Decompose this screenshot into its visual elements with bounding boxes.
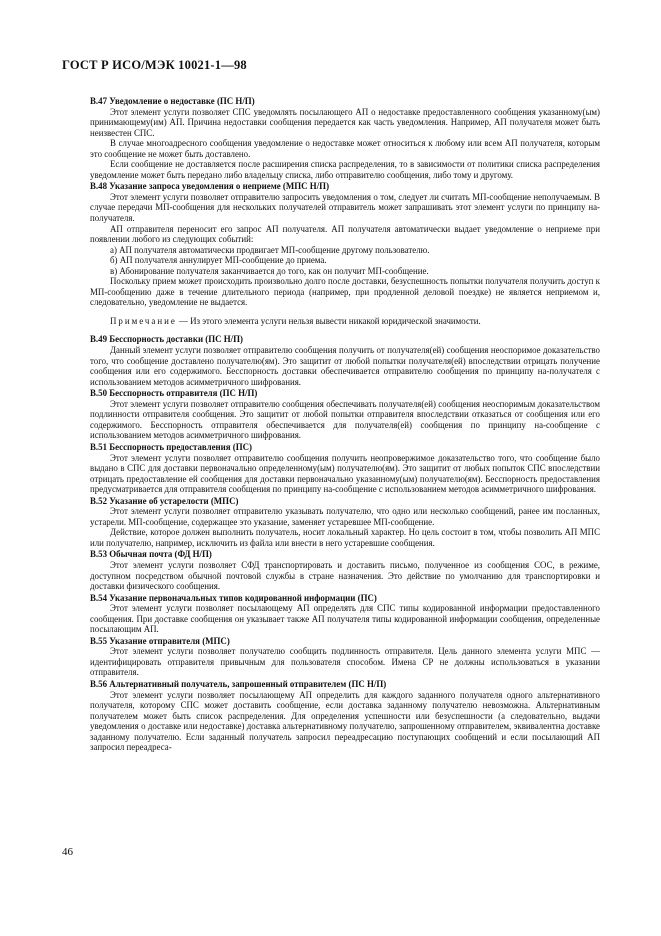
paragraph: Этот элемент услуги позволяет отправителю запросить уведомления о том, следует ли считать МП-сообщение неполучаемым. В случае передачи МП-сообщения для нескольких получателей отправитель может запрашивать этот элемент услуги по принципу на-получателя. [90,191,600,224]
paragraph: Если сообщение не доставляется после расширения списка распределения, то в зависимости от политики списка распределения уведомление может быть передано либо владельцу списка, либо отправителю сообщения, либо тому и другому. [90,159,600,180]
section-b50 [90,388,600,441]
paragraph: Данный элемент услуги позволяет отправителю сообщения получить от получателя(ей) сообщения неоспоримое доказательство того, что сообщение доставлено получателю(ям). Это защитит от любой попытки получателя(ей) впоследствии отрицать получение сообщения или его содержимого. Бесспорность доставки обеспечивается отправителю сообщения по принципу на-получателя с использованием методов асимметричного шифрования. [90,345,600,387]
note [90,316,600,327]
note-text: — Из этого элемента услуги нельзя вывести никакой юридической значимости. [176,315,481,326]
section-heading: В.54 Указание первоначальных типов кодированной информации (ПС) [90,592,377,603]
section-heading: В.48 Указание запроса уведомления о неприеме (МПС Н/П) [90,181,330,192]
section-b55 [90,636,600,678]
section-heading: В.51 Бесспорность предоставления (ПС) [90,441,252,452]
paragraph: Этот элемент услуги позволяет посылающему АП определять для СПС типы кодированной информации предоставленного сообщения. При доставке сообщения он указывает также АП получателя типы кодированной информации сообщения, определенные посылающим АП. [90,603,600,635]
paragraph: В случае многоадресного сообщения уведомление о недоставке может относиться к любому или всем АП получателя, которым это сообщение не может быть доставлено. [90,138,600,159]
page-number: 46 [62,846,73,858]
section-heading: В.47 Уведомление о недоставке (ПС Н/П) [90,96,255,106]
paragraph: Этот элемент услуги позволяет отправителю сообщения обеспечивать получателя(ей) сообщения неоспоримым доказательством подлинности отправителя сообщения. Это защитит от любой попытки отправителя впоследствии отказаться от сообщения или его содержимого. Бесспорность отправителя обеспечивается для получателя(ей) сообщения по принципу на-сообщение с использованием методов асимметричного шифрования. [90,398,600,441]
paragraph: Действие, которое должен выполнить получатель, носит локальный характер. Но цель состоит в том, чтобы позволить АП МПС или получателю, например, исключить из файла или внести в него устаревшие сообщения. [90,527,600,548]
section-heading: В.49 Бесспорность доставки (ПС Н/П) [90,334,243,345]
section-b52 [90,496,600,549]
section-b56 [90,679,600,753]
section-b47 [90,96,600,180]
paragraph: Этот элемент услуги позволяет отправителю сообщения получить неопровержимое доказательство того, что сообщение было выдано в СПС для доставки первоначально определенному(ым) получателю(ям). Это защитит от любых попыток СПС впоследствии отрицать предоставление ей сообщения для доставки первоначально указанному(ым) получателю(ям). Бесспорность предоставления предусматривается для отправителя сообщения по принципу на-сообщение с использованием методов асимметричного шифрования. [90,452,600,495]
paragraph: Этот элемент услуги позволяет СПС уведомлять посылающего АП о недоставке предоставленного сообщения указанному(ым) принимающему(им) АП. Причина недоставки сообщения передается как часть уведомления. Например, АП получателя может быть неизвестен СПС. [90,106,600,138]
paragraph: Этот элемент услуги позволяет СФД транспортировать и доставить письмо, полученное из сообщения СОС, в режиме, доступном посредством обычной почтовой службы в стране назначения. Это действие по умолчанию для транспортировки и доставки физического сообщения. [90,559,600,592]
paragraph: Этот элемент услуги позволяет получателю сообщить подлинность отправителя. Цель данного элемента услуги МПС — идентифицировать отправителя привычным для пользователя способом. Имена СР не должны использоваться в указании отправителя. [90,646,600,678]
document-body [90,95,600,753]
section-b53 [90,549,600,591]
paragraph: Поскольку прием может происходить произвольно долго после доставки, безуспешность попытки получателя получить доступ к МП-сообщению даже в течение длительного периода (например, при продленной деловой поездке) не является неприемом и, следовательно, уведомление не выдается. [90,276,600,308]
list-item: б) АП получателя аннулирует МП-сообщение до приема. [110,255,327,266]
note-label: Примечание [110,315,177,326]
section-heading: В.53 Обычная почта (ФД Н/П) [90,549,212,560]
document-header: ГОСТ Р ИСО/МЭК 10021-1—98 [62,58,247,72]
section-heading: В.56 Альтернативный получатель, запрошенный отправителем (ПС Н/П) [90,678,387,689]
section-heading: В.52 Указание об устарелости (МПС) [90,495,239,506]
section-b54 [90,593,600,635]
paragraph: Этот элемент услуги позволяет посылающему АП определить для каждого заданного получателя одного альтернативного получателя, которому СПС может доставить сообщение, если доставка заданному получателю невозможна. Альтернативным получателем может быть список распределения. Для определения успешности или безуспешности (а следовательно, выдачи уведомления о доставке или недоставке) доставка альтернативному получателю, запрошенному отправителем, эквивалентна доставке заданному получателю. Если заданный получатель запросил переадресацию поступающих сообщений и если посылающий АП запросил переадреса- [90,689,600,753]
paragraph: АП отправителя переносит его запрос АП получателя. АП получателя автоматически выдает уведомление о неприеме при появлении любого из следующих событий: [90,223,600,245]
section-b49 [90,334,600,387]
section-b51 [90,442,600,495]
section-b48 [90,181,600,326]
section-heading: В.50 Бесспорность отправителя (ПС Н/П) [90,388,258,399]
list-item: в) Абонирование получателя заканчивается до того, как он получит МП-сообщение. [110,265,429,276]
list-item: а) АП получателя автоматически продвигает МП-сообщение другому пользователю. [110,244,430,255]
paragraph: Этот элемент услуги позволяет отправителю указывать получателю, что одно или несколько сообщений, ранее им посланных, устарели. МП-сообщение, содержащее это указание, заменяет устаревшее МП-сообщение. [90,506,600,527]
section-heading: В.55 Указание отправителя (МПС) [90,635,230,646]
